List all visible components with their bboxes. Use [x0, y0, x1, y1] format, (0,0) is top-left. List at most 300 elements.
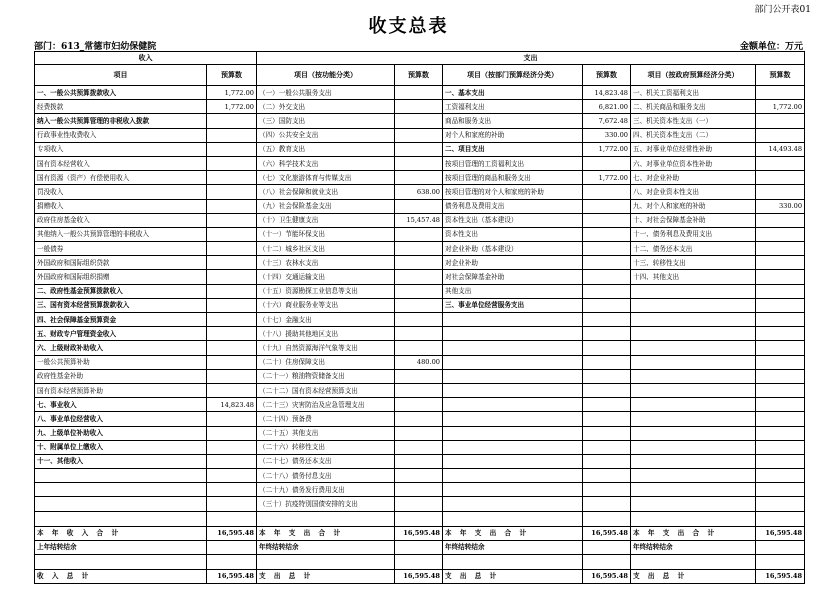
- dept-econ-item: [443, 398, 583, 412]
- income-item: 外国政府和国际组织贷款: [35, 256, 207, 270]
- income-item: 捐赠收入: [35, 199, 207, 213]
- table-row: [35, 497, 805, 511]
- table-row: [35, 369, 805, 383]
- header-function-item: 项目（按功能分类）: [257, 65, 395, 86]
- header-expense: 支出: [257, 52, 805, 65]
- table-row: [35, 227, 805, 241]
- income-item: 一般债券: [35, 242, 207, 256]
- header-gov-econ-item: 项目（按政府预算经济分类）: [631, 65, 756, 86]
- header-dept-econ-budget: 预算数: [583, 65, 631, 86]
- function-amount: [395, 454, 443, 468]
- gov-econ-amount: [756, 454, 805, 468]
- function-item: （三十）抗疫特别国债安排的支出: [257, 497, 395, 511]
- table-row: [35, 298, 805, 312]
- grand-expense-label-2: 支 出 总 计: [443, 569, 583, 583]
- gov-econ-item: 二、机关商品和服务支出: [631, 100, 756, 114]
- function-amount: [395, 398, 443, 412]
- gov-econ-amount: [756, 469, 805, 483]
- table-row: [35, 341, 805, 355]
- function-item: （二十八）债务付息支出: [257, 469, 395, 483]
- gov-econ-amount: [756, 213, 805, 227]
- gov-econ-amount: [756, 156, 805, 170]
- income-amount: [207, 369, 257, 383]
- gov-econ-amount: [756, 270, 805, 284]
- income-item: 一般公共预算补助: [35, 355, 207, 369]
- table-row: [35, 199, 805, 213]
- gov-econ-amount: [756, 171, 805, 185]
- table-row: [35, 256, 805, 270]
- gov-econ-item: [631, 298, 756, 312]
- function-item: （六）科学技术支出: [257, 156, 395, 170]
- gov-econ-amount: [756, 398, 805, 412]
- table-row: [35, 128, 805, 142]
- function-amount: [395, 497, 443, 511]
- gov-econ-amount: [756, 440, 805, 454]
- dept-econ-item: 对企业补助: [443, 256, 583, 270]
- header-gov-econ-budget: 预算数: [756, 65, 805, 86]
- dept-econ-item: [443, 426, 583, 440]
- dept-econ-amount: [583, 497, 631, 511]
- table-row: [35, 426, 805, 440]
- dept-econ-amount: [583, 426, 631, 440]
- dept-econ-amount: 1,772.00: [583, 142, 631, 156]
- function-item: （十一）节能环保支出: [257, 227, 395, 241]
- function-amount: [395, 327, 443, 341]
- grand-expense-amount-1: 16,595.48: [395, 569, 443, 583]
- dept-econ-item: 资本性支出（基本建设）: [443, 213, 583, 227]
- income-amount: [207, 483, 257, 497]
- function-item: （二十七）债务还本支出: [257, 454, 395, 468]
- income-item: 国有资源（资产）有偿使用收入: [35, 171, 207, 185]
- income-item: 行政事业性收费收入: [35, 128, 207, 142]
- table-row: [35, 213, 805, 227]
- function-item: （一）一般公共服务支出: [257, 86, 395, 100]
- income-item: 九、上级单位补助收入: [35, 426, 207, 440]
- function-amount: [395, 469, 443, 483]
- dept-econ-item: 一、基本支出: [443, 86, 583, 100]
- gov-econ-item: 六、对事业单位资本性补助: [631, 156, 756, 170]
- income-amount: [207, 469, 257, 483]
- dept-econ-amount: [583, 199, 631, 213]
- income-amount: [207, 298, 257, 312]
- table-row: [35, 398, 805, 412]
- dept-econ-item: [443, 369, 583, 383]
- income-amount: [207, 497, 257, 511]
- expense-total-amount-3: 16,595.48: [756, 526, 805, 540]
- income-amount: [207, 284, 257, 298]
- gov-econ-item: 十四、其他支出: [631, 270, 756, 284]
- table-row: [35, 185, 805, 199]
- header-dept-econ-item: 项目（按部门预算经济分类）: [443, 65, 583, 86]
- gov-econ-amount: [756, 227, 805, 241]
- income-amount: [207, 383, 257, 397]
- function-item: （二十四）预备费: [257, 412, 395, 426]
- gov-econ-amount: [756, 369, 805, 383]
- function-item: （二十）住房保障支出: [257, 355, 395, 369]
- table-row: [35, 142, 805, 156]
- dept-econ-item: 对企业补助（基本建设）: [443, 242, 583, 256]
- function-amount: [395, 256, 443, 270]
- dept-econ-item: 资本性支出: [443, 227, 583, 241]
- function-amount: [395, 440, 443, 454]
- income-amount: [207, 156, 257, 170]
- income-item: 六、上级财政补助收入: [35, 341, 207, 355]
- dept-econ-item: 对个人和家庭的补助: [443, 128, 583, 142]
- gov-econ-item: [631, 454, 756, 468]
- gov-econ-item: [631, 497, 756, 511]
- dept-econ-item: 其他支出: [443, 284, 583, 298]
- dept-econ-amount: [583, 327, 631, 341]
- gov-econ-item: 四、机关资本性支出（二）: [631, 128, 756, 142]
- function-amount: [395, 128, 443, 142]
- gov-econ-amount: 330.00: [756, 199, 805, 213]
- table-row: [35, 440, 805, 454]
- dept-econ-amount: [583, 270, 631, 284]
- grand-expense-amount-2: 16,595.48: [583, 569, 631, 583]
- income-amount: [207, 313, 257, 327]
- gov-econ-item: 十二、债务还本支出: [631, 242, 756, 256]
- dept-econ-amount: [583, 313, 631, 327]
- income-amount: [207, 440, 257, 454]
- department-label: 部门：613_常德市妇幼保健院: [34, 42, 157, 52]
- income-item: 政府性基金补助: [35, 369, 207, 383]
- header-income-item: 项目: [35, 65, 207, 86]
- income-item: 十、附属单位上缴收入: [35, 440, 207, 454]
- function-amount: [395, 100, 443, 114]
- function-amount: 15,457.48: [395, 213, 443, 227]
- table-row: [35, 454, 805, 468]
- carry-out-label-2: 年终结转结余: [443, 540, 583, 554]
- income-item: 四、社会保障基金预算资金: [35, 313, 207, 327]
- table-row: [35, 86, 805, 100]
- gov-econ-item: 八、对企业资本性支出: [631, 185, 756, 199]
- income-amount: [207, 227, 257, 241]
- grand-total-row: [35, 569, 805, 583]
- income-item: 政府住房基金收入: [35, 213, 207, 227]
- carry-over-row: [35, 540, 805, 554]
- function-item: （二）外交支出: [257, 100, 395, 114]
- table-row: [35, 412, 805, 426]
- function-item: （二十二）国有资本经营预算支出: [257, 383, 395, 397]
- dept-econ-amount: [583, 454, 631, 468]
- income-amount: [207, 256, 257, 270]
- gov-econ-amount: [756, 383, 805, 397]
- dept-econ-item: [443, 327, 583, 341]
- dept-econ-amount: 6,821.00: [583, 100, 631, 114]
- income-item: 专项收入: [35, 142, 207, 156]
- income-amount: [207, 327, 257, 341]
- gov-econ-item: [631, 383, 756, 397]
- table-row: [35, 100, 805, 114]
- dept-econ-amount: 1,772.00: [583, 171, 631, 185]
- table-row: [35, 327, 805, 341]
- dept-econ-amount: [583, 355, 631, 369]
- gov-econ-amount: [756, 284, 805, 298]
- function-amount: [395, 86, 443, 100]
- function-amount: [395, 242, 443, 256]
- gov-econ-item: 十三、转移性支出: [631, 256, 756, 270]
- dept-econ-item: [443, 341, 583, 355]
- function-item: （十六）商业服务业等支出: [257, 298, 395, 312]
- expense-total-label-2: 本 年 支 出 合 计: [443, 526, 583, 540]
- income-amount: [207, 242, 257, 256]
- dept-econ-item: 商品和服务支出: [443, 114, 583, 128]
- gov-econ-item: [631, 355, 756, 369]
- function-amount: [395, 483, 443, 497]
- income-amount: [207, 185, 257, 199]
- function-amount: [395, 114, 443, 128]
- gov-econ-item: 十一、债务利息及费用支出: [631, 227, 756, 241]
- grand-expense-label-3: 支 出 总 计: [631, 569, 756, 583]
- dept-econ-item: 债务利息及费用支出: [443, 199, 583, 213]
- income-total-label: 本 年 收 入 合 计: [35, 526, 207, 540]
- gov-econ-amount: [756, 497, 805, 511]
- dept-econ-amount: [583, 341, 631, 355]
- income-amount: [207, 142, 257, 156]
- function-amount: [395, 156, 443, 170]
- function-amount: 480.00: [395, 355, 443, 369]
- dept-econ-amount: [583, 213, 631, 227]
- gov-econ-item: [631, 440, 756, 454]
- function-amount: [395, 383, 443, 397]
- function-item: （十四）交通运输支出: [257, 270, 395, 284]
- function-item: （七）文化旅游体育与传媒支出: [257, 171, 395, 185]
- dept-econ-amount: [583, 298, 631, 312]
- year-total-row: [35, 526, 805, 540]
- function-amount: [395, 412, 443, 426]
- income-amount: 1,772.00: [207, 100, 257, 114]
- function-item: （十七）金融支出: [257, 313, 395, 327]
- table-row: [35, 156, 805, 170]
- table-row: [35, 114, 805, 128]
- function-amount: [395, 284, 443, 298]
- carry-out-label-1: 年终结转结余: [257, 540, 395, 554]
- page-title: 收支总表: [368, 16, 449, 37]
- dept-econ-amount: 14,823.48: [583, 86, 631, 100]
- grand-expense-amount-3: 16,595.48: [756, 569, 805, 583]
- dept-econ-item: 三、事业单位经营服务支出: [443, 298, 583, 312]
- spacer-row: [35, 511, 805, 526]
- function-item: （二十九）债务发行费用支出: [257, 483, 395, 497]
- dept-econ-item: [443, 383, 583, 397]
- table-row: [35, 383, 805, 397]
- dept-econ-item: 按项目管理的对个人和家庭的补助: [443, 185, 583, 199]
- dept-econ-amount: [583, 383, 631, 397]
- function-item: （十八）援助其他地区支出: [257, 327, 395, 341]
- function-item: （四）公共安全支出: [257, 128, 395, 142]
- gov-econ-item: [631, 327, 756, 341]
- header-income: 收入: [35, 52, 257, 65]
- gov-econ-item: 十、对社会保障基金补助: [631, 213, 756, 227]
- function-amount: [395, 298, 443, 312]
- dept-econ-item: 工资福利支出: [443, 100, 583, 114]
- function-item: （二十三）灾害防治及应急管理支出: [257, 398, 395, 412]
- table-row: [35, 284, 805, 298]
- gov-econ-amount: [756, 114, 805, 128]
- income-amount: [207, 454, 257, 468]
- dept-econ-item: 按项目管理的商品和服务支出: [443, 171, 583, 185]
- income-item: 国有资本经营收入: [35, 156, 207, 170]
- dept-econ-amount: [583, 227, 631, 241]
- dept-econ-amount: [583, 242, 631, 256]
- dept-econ-amount: [583, 483, 631, 497]
- dept-econ-amount: [583, 156, 631, 170]
- gov-econ-amount: [756, 341, 805, 355]
- function-amount: [395, 341, 443, 355]
- dept-econ-amount: [583, 369, 631, 383]
- income-item: 十一、其他收入: [35, 454, 207, 468]
- dept-econ-amount: 7,672.48: [583, 114, 631, 128]
- gov-econ-amount: [756, 185, 805, 199]
- gov-econ-item: 一、机关工资福利支出: [631, 86, 756, 100]
- dept-econ-amount: 330.00: [583, 128, 631, 142]
- income-amount: [207, 270, 257, 284]
- gov-econ-item: 三、机关资本性支出（一）: [631, 114, 756, 128]
- form-code: 部门公开表01: [754, 5, 811, 15]
- income-item: [35, 469, 207, 483]
- function-amount: [395, 313, 443, 327]
- gov-econ-amount: [756, 298, 805, 312]
- gov-econ-amount: 14,493.48: [756, 142, 805, 156]
- table-row: [35, 270, 805, 284]
- income-item: 国有资本经营预算补助: [35, 383, 207, 397]
- spacer-row: [35, 554, 805, 569]
- dept-econ-amount: [583, 412, 631, 426]
- income-item: 八、事业单位经营收入: [35, 412, 207, 426]
- income-amount: [207, 114, 257, 128]
- function-item: （十三）农林水支出: [257, 256, 395, 270]
- gov-econ-item: [631, 483, 756, 497]
- table-row: [35, 469, 805, 483]
- function-item: （八）社会保障和就业支出: [257, 185, 395, 199]
- function-item: （二十六）转移性支出: [257, 440, 395, 454]
- function-amount: [395, 199, 443, 213]
- dept-econ-item: [443, 469, 583, 483]
- dept-econ-item: 按项目管理的工资福利支出: [443, 156, 583, 170]
- function-amount: [395, 171, 443, 185]
- dept-econ-item: [443, 313, 583, 327]
- grand-income-label: 收 入 总 计: [35, 569, 207, 583]
- function-amount: [395, 142, 443, 156]
- header-income-budget: 预算数: [207, 65, 257, 86]
- gov-econ-item: [631, 341, 756, 355]
- gov-econ-amount: [756, 483, 805, 497]
- table-row: [35, 171, 805, 185]
- unit-label: 金额单位：万元: [739, 42, 803, 52]
- table-row: [35, 242, 805, 256]
- gov-econ-amount: [756, 412, 805, 426]
- gov-econ-amount: [756, 313, 805, 327]
- header-function-budget: 预算数: [395, 65, 443, 86]
- income-amount: 14,823.48: [207, 398, 257, 412]
- dept-econ-amount: [583, 185, 631, 199]
- dept-econ-amount: [583, 440, 631, 454]
- income-amount: [207, 128, 257, 142]
- gov-econ-amount: [756, 426, 805, 440]
- income-total-amount: 16,595.48: [207, 526, 257, 540]
- gov-econ-amount: [756, 256, 805, 270]
- income-amount: [207, 426, 257, 440]
- function-item: （十九）自然资源海洋气象等支出: [257, 341, 395, 355]
- carry-in-label: 上年结转结余: [35, 540, 207, 554]
- gov-econ-item: [631, 412, 756, 426]
- function-item: （十）卫生健康支出: [257, 213, 395, 227]
- dept-econ-item: 二、项目支出: [443, 142, 583, 156]
- dept-econ-item: 对社会保障基金补助: [443, 270, 583, 284]
- function-item: （三）国防支出: [257, 114, 395, 128]
- function-item: （十二）城乡社区支出: [257, 242, 395, 256]
- gov-econ-item: [631, 313, 756, 327]
- expense-total-label-1: 本 年 支 出 合 计: [257, 526, 395, 540]
- dept-econ-item: [443, 454, 583, 468]
- header-row-columns: [35, 65, 805, 86]
- grand-expense-label-1: 支 出 总 计: [257, 569, 395, 583]
- gov-econ-item: 九、对个人和家庭的补助: [631, 199, 756, 213]
- table-row: [35, 313, 805, 327]
- gov-econ-item: 七、对企业补助: [631, 171, 756, 185]
- function-amount: [395, 426, 443, 440]
- income-item: 外国政府和国际组织捐赠: [35, 270, 207, 284]
- function-amount: [395, 227, 443, 241]
- income-item: [35, 483, 207, 497]
- income-item: 罚没收入: [35, 185, 207, 199]
- dept-econ-item: [443, 497, 583, 511]
- gov-econ-item: [631, 369, 756, 383]
- expense-total-label-3: 本 年 支 出 合 计: [631, 526, 756, 540]
- income-item: 纳入一般公共预算管理的非税收入拨款: [35, 114, 207, 128]
- table-row: [35, 483, 805, 497]
- gov-econ-item: [631, 426, 756, 440]
- dept-econ-amount: [583, 284, 631, 298]
- table-row: [35, 355, 805, 369]
- income-item: 一、一般公共预算拨款收入: [35, 86, 207, 100]
- dept-econ-item: [443, 440, 583, 454]
- income-item: 二、政府性基金预算拨款收入: [35, 284, 207, 298]
- gov-econ-item: 五、对事业单位经常性补助: [631, 142, 756, 156]
- function-item: （二十一）粮油物资储备支出: [257, 369, 395, 383]
- gov-econ-item: [631, 398, 756, 412]
- income-amount: [207, 199, 257, 213]
- income-item: 五、财政专户管理资金收入: [35, 327, 207, 341]
- expense-total-amount-1: 16,595.48: [395, 526, 443, 540]
- carry-out-label-3: 年终结转结余: [631, 540, 756, 554]
- income-amount: [207, 412, 257, 426]
- income-amount: [207, 171, 257, 185]
- gov-econ-amount: [756, 128, 805, 142]
- gov-econ-amount: [756, 242, 805, 256]
- gov-econ-item: [631, 469, 756, 483]
- function-item: （二十五）其他支出: [257, 426, 395, 440]
- function-item: （五）教育支出: [257, 142, 395, 156]
- income-item: 三、国有资本经营预算拨款收入: [35, 298, 207, 312]
- function-amount: [395, 270, 443, 284]
- dept-econ-item: [443, 483, 583, 497]
- gov-econ-amount: [756, 86, 805, 100]
- gov-econ-amount: [756, 355, 805, 369]
- income-item: 七、事业收入: [35, 398, 207, 412]
- dept-econ-item: [443, 412, 583, 426]
- dept-econ-amount: [583, 256, 631, 270]
- gov-econ-item: [631, 284, 756, 298]
- dept-econ-item: [443, 355, 583, 369]
- dept-econ-amount: [583, 398, 631, 412]
- income-item: [35, 497, 207, 511]
- income-item: 经费拨款: [35, 100, 207, 114]
- grand-income-amount: 16,595.48: [207, 569, 257, 583]
- gov-econ-amount: 1,772.00: [756, 100, 805, 114]
- income-amount: 1,772.00: [207, 86, 257, 100]
- income-amount: [207, 355, 257, 369]
